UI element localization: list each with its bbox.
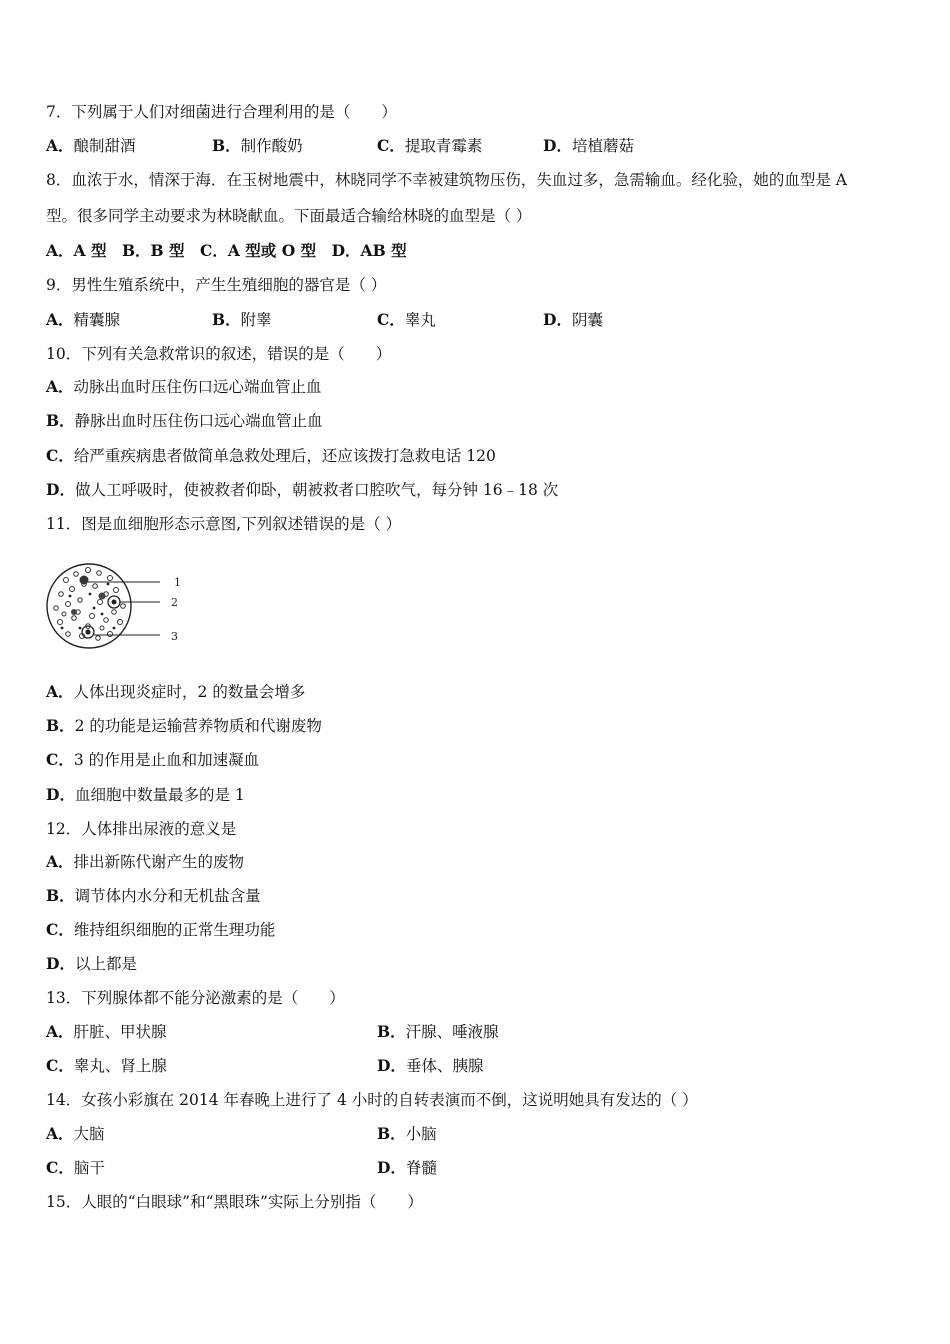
q7-options — [46, 136, 926, 156]
q7-option-c — [377, 136, 482, 156]
q7-option-a — [46, 136, 136, 156]
option-label: C． — [46, 1056, 74, 1075]
q8-stem-line2: 型。很多同学主动要求为林晓献血。下面最适合输给林晓的血型是（ ） — [46, 207, 532, 225]
option-label: C． — [46, 920, 74, 939]
option-label: A． — [46, 377, 74, 396]
q9-option-d — [543, 310, 603, 330]
option-label: B． — [377, 1124, 406, 1143]
q10-option-d — [46, 480, 558, 500]
q9-options — [46, 310, 926, 330]
option-label: D． — [377, 1158, 406, 1177]
q9-option-a — [46, 310, 120, 330]
figure-label-3: 3 — [171, 630, 178, 643]
option-label: D． — [46, 785, 75, 804]
q10-option-a — [46, 377, 322, 397]
option-text: 制作酸奶 — [240, 137, 303, 155]
q14-stem: 14．女孩小彩旗在 2014 年春晚上进行了 4 小时的自转表演而不倒，这说明她具有发达的（ ） — [46, 1091, 698, 1109]
option-text: 垂体、胰腺 — [405, 1057, 484, 1075]
q14-option-b — [377, 1124, 437, 1144]
q8-stem-line1: 8．血浓于水，情深于海．在玉树地震中，林晓同学不幸被建筑物压伤，失血过多，急需输血。经化验，她的血型是 A — [46, 171, 847, 189]
option-text: 给严重疾病患者做简单急救处理后，还应该拨打急救电话 120 — [73, 447, 496, 465]
option-text: 3 的作用是止血和加速凝血 — [73, 751, 260, 769]
option-text: 小脑 — [405, 1125, 437, 1143]
figure-label-1: 1 — [174, 576, 181, 589]
option-text: 睾丸、肾上腺 — [73, 1057, 167, 1075]
q10-option-c — [46, 446, 496, 466]
option-label: A． — [46, 682, 74, 701]
option-text: 静脉出血时压住伤口远心端血管止血 — [74, 412, 323, 430]
option-label: C． — [377, 136, 405, 155]
q13-option-a — [46, 1022, 167, 1042]
option-label: A． — [46, 1022, 74, 1041]
option-label: B． — [46, 716, 75, 735]
option-text: 精囊腺 — [73, 311, 121, 329]
q13-option-b — [377, 1022, 499, 1042]
option-text: 酿制甜酒 — [73, 137, 136, 155]
q9-option-b — [212, 310, 272, 330]
option-label: C． — [46, 446, 74, 465]
q7-option-d — [543, 136, 634, 156]
option-text: 阴囊 — [571, 311, 603, 329]
option-text: 人体出现炎症时，2 的数量会增多 — [73, 683, 306, 701]
q9-option-c — [377, 310, 436, 330]
option-text: 维持组织细胞的正常生理功能 — [73, 921, 276, 939]
q14-options-row2 — [46, 1158, 926, 1178]
q13-option-c — [46, 1056, 167, 1076]
q8-options: A．A 型 B．B 型 C．A 型或 O 型 D．AB 型 — [46, 241, 407, 260]
option-text: 脑干 — [73, 1159, 105, 1177]
figure-label-2: 2 — [171, 596, 178, 609]
option-label: A． — [46, 310, 74, 329]
option-text: 大脑 — [73, 1125, 105, 1143]
q14-option-a — [46, 1124, 105, 1144]
option-label: A． — [46, 136, 74, 155]
option-text: 血细胞中数量最多的是 1 — [74, 786, 245, 804]
option-label: C． — [377, 310, 405, 329]
option-label: C． — [46, 750, 74, 769]
q11-option-c — [46, 750, 259, 770]
q7-stem: 7．下列属于人们对细菌进行合理利用的是（ ） — [46, 103, 397, 121]
option-text: 以上都是 — [74, 955, 137, 973]
option-label: D． — [543, 136, 572, 155]
option-text: 调节体内水分和无机盐含量 — [74, 887, 261, 905]
option-text: 脊髓 — [405, 1159, 437, 1177]
option-label: D． — [46, 480, 75, 499]
q7-option-b — [212, 136, 303, 156]
option-text: 培植蘑菇 — [571, 137, 634, 155]
q14-option-d — [377, 1158, 437, 1178]
white-blood-cells — [71, 576, 120, 639]
option-text: 排出新陈代谢产生的废物 — [73, 853, 245, 871]
option-label: B． — [377, 1022, 406, 1041]
option-label: A． — [46, 1124, 74, 1143]
q9-stem: 9．男性生殖系统中，产生生殖细胞的器官是（ ） — [46, 276, 387, 294]
option-text: 动脉出血时压住伤口远心端血管止血 — [73, 378, 322, 396]
option-label: B． — [46, 411, 75, 430]
q13-options-row1 — [46, 1022, 926, 1042]
q12-stem: 12．人体排出尿液的意义是 — [46, 820, 237, 838]
q14-option-c — [46, 1158, 105, 1178]
option-label: B． — [212, 310, 241, 329]
option-label: B． — [212, 136, 241, 155]
option-text: 汗腺、唾液腺 — [405, 1023, 499, 1041]
q10-stem: 10．下列有关急救常识的叙述，错误的是（ ） — [46, 345, 392, 363]
q15-stem: 15．人眼的“白眼球”和“黑眼珠”实际上分别指（ ） — [46, 1193, 423, 1211]
q12-option-d — [46, 954, 137, 974]
q12-option-b — [46, 886, 261, 906]
option-label: D． — [46, 954, 75, 973]
q12-option-c — [46, 920, 275, 940]
q13-option-d — [377, 1056, 483, 1076]
option-label: D． — [543, 310, 572, 329]
option-text: 做人工呼吸时，使被救者仰卧，朝被救者口腔吹气，每分钟 16﹣18 次 — [74, 481, 559, 499]
q11-option-a — [46, 682, 305, 702]
q10-option-b — [46, 411, 323, 431]
option-text: 睾丸 — [404, 311, 436, 329]
option-label: A． — [46, 852, 74, 871]
q11-option-d — [46, 785, 245, 805]
q11-stem: 11．图是血细胞形态示意图,下列叙述错误的是（ ） — [46, 515, 402, 533]
q13-options-row2 — [46, 1056, 926, 1076]
option-text: 提取青霉素 — [404, 137, 483, 155]
option-text: 附睾 — [240, 311, 272, 329]
option-label: C． — [46, 1158, 74, 1177]
blood-cell-figure — [44, 556, 194, 660]
option-text: 肝脏、甲状腺 — [73, 1023, 167, 1041]
option-text: 2 的功能是运输营养物质和代谢废物 — [74, 717, 322, 735]
q14-options-row1 — [46, 1124, 926, 1144]
q11-option-b — [46, 716, 322, 736]
q12-option-a — [46, 852, 244, 872]
q13-stem: 13．下列腺体都不能分泌激素的是（ ） — [46, 989, 345, 1007]
option-label: D． — [377, 1056, 406, 1075]
option-label: B． — [46, 886, 75, 905]
